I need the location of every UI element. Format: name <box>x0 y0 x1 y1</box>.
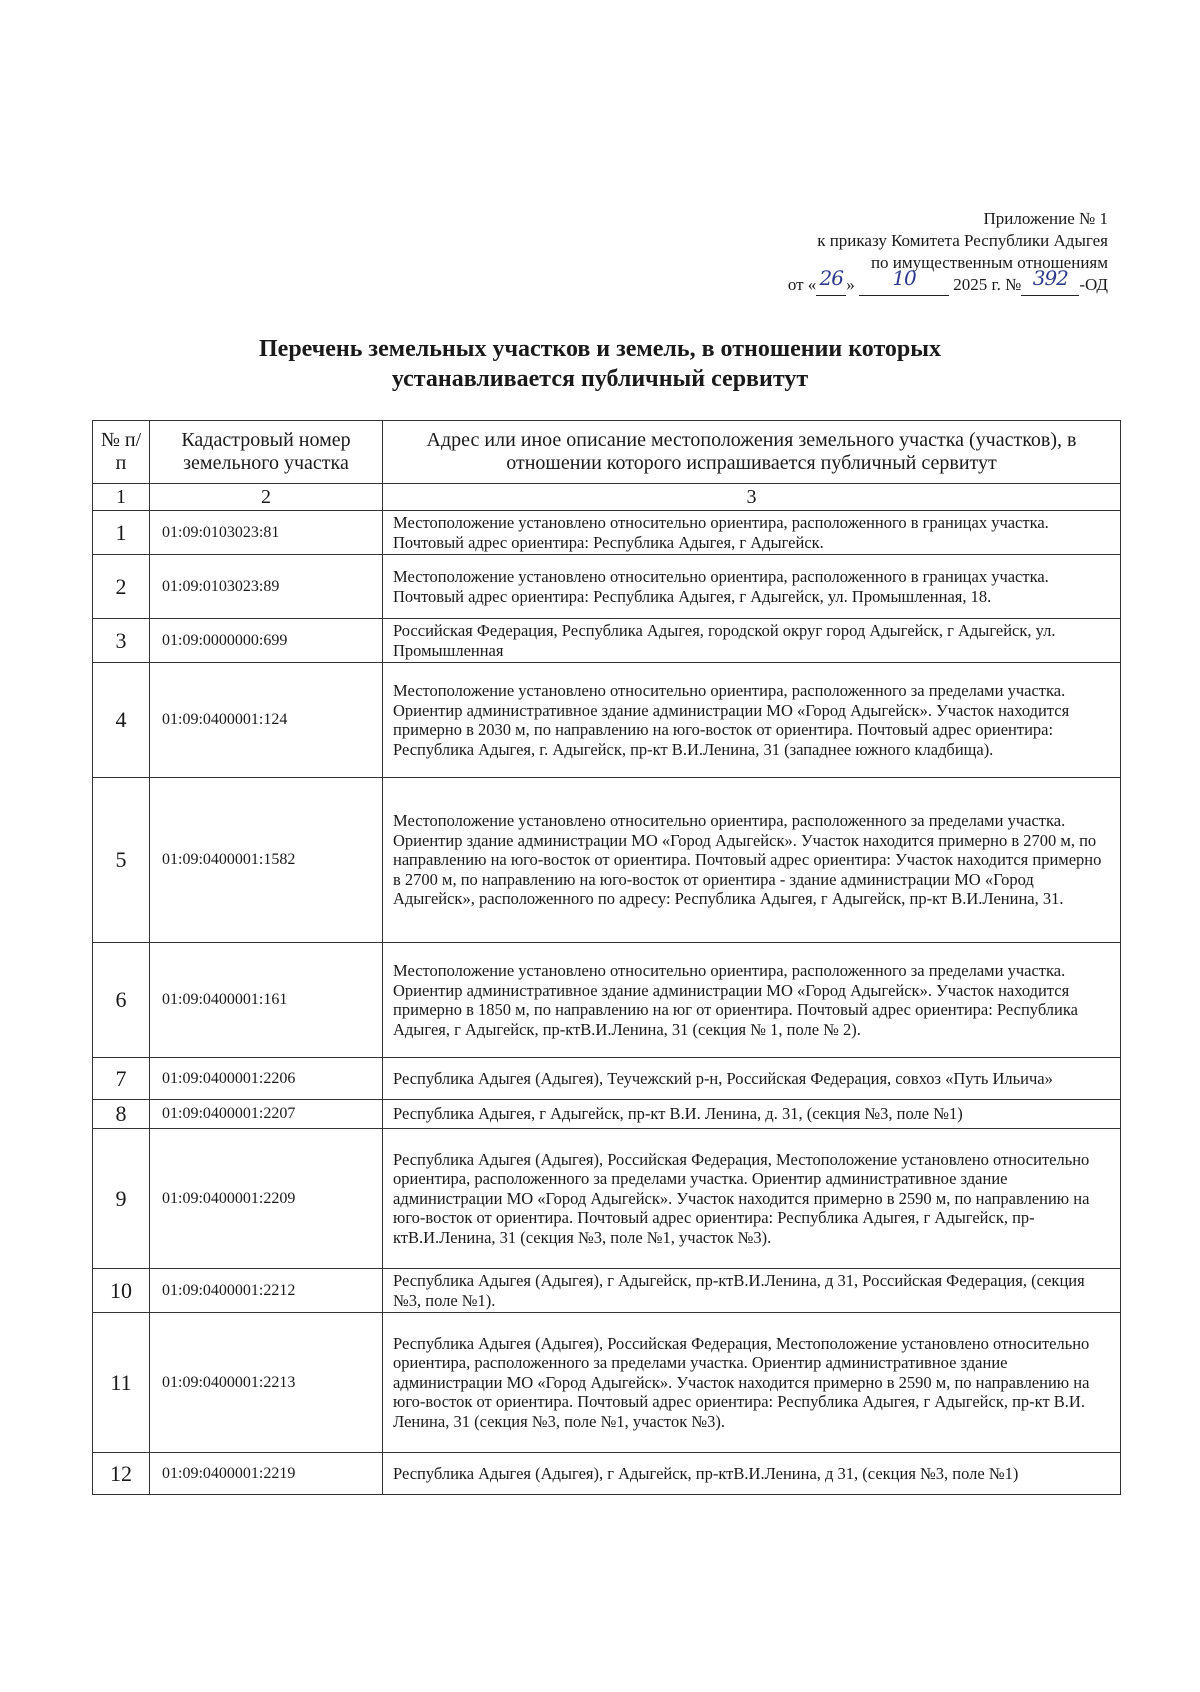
address-description: Местоположение установлено относительно ориентира, расположенного за пределами участка. Ориентир административное здание администрации МО «Город Адыгейск». Участок находится примерно в 2030 м, по направлению на юго-восток от ориентира. Почтовый адрес ориентира: Республика Адыгея, г. Адыгейск, пр-кт В.И.Ленина, 31 (западнее южного кладбища). <box>383 663 1121 778</box>
address-description: Республика Адыгея, г Адыгейск, пр-кт В.И. Ленина, д. 31, (секция №3, поле №1) <box>383 1100 1121 1129</box>
row-number: 10 <box>93 1269 150 1313</box>
row-number: 9 <box>93 1129 150 1269</box>
address-description: Местоположение установлено относительно ориентира, расположенного за пределами участка. Ориентир административное здание администрации МО «Город Адыгейск». Участок находится примерно в 1850 м, по направлению на юг от ориентира. Почтовый адрес ориентира: Республика Адыгея, г Адыгейск, пр-ктВ.И.Ленина, 31 (секция № 1, поле № 2). <box>383 943 1121 1058</box>
address-description: Республика Адыгея (Адыгея), Российская Федерация, Местоположение установлено относительно ориентира, расположенного за пределами участка. Ориентир административное здание администрации МО «Город Адыгейск». Участок находится примерно в 2590 м, по направлению на юго-восток от ориентира. Почтовый адрес ориентира: Республика Адыгея, г Адыгейск, пр-кт В.И. Ленина, 31 (секция №3, поле №1, участок №3). <box>383 1313 1121 1453</box>
table-row <box>93 511 1121 555</box>
table-row <box>93 619 1121 663</box>
cadastral-number: 01:09:0000000:699 <box>150 619 383 663</box>
row-number: 3 <box>93 619 150 663</box>
row-number: 4 <box>93 663 150 778</box>
column-number: 2 <box>150 484 383 511</box>
handwritten-month: 10 <box>892 266 916 290</box>
address-description: Республика Адыгея (Адыгея), г Адыгейск, пр-ктВ.И.Ленина, д 31, (секция №3, поле №1) <box>383 1453 1121 1495</box>
cadastral-number: 01:09:0400001:2213 <box>150 1313 383 1453</box>
column-number: 3 <box>383 484 1121 511</box>
table-row <box>93 1058 1121 1100</box>
cadastral-number: 01:09:0400001:2207 <box>150 1100 383 1129</box>
handwritten-order-number: 392 <box>1032 266 1068 290</box>
row-number: 8 <box>93 1100 150 1129</box>
cadastral-number: 01:09:0103023:89 <box>150 555 383 619</box>
number-blank <box>1021 266 1079 296</box>
title-line-2: устанавливается публичный сервитут <box>391 366 809 392</box>
table-row <box>93 1453 1121 1495</box>
table-row <box>93 663 1121 778</box>
address-description: Местоположение установлено относительно ориентира, расположенного за пределами участка. Ориентир здание администрации МО «Город Адыгейск». Участок находится примерно в 2700 м, по направлению на юго-восток от ориентира. Почтовый адрес ориентира: Участок находится примерно в 2700 м, по направлению на юго-восток от ориентира - здание администрации МО «Город Адыгейск», расположенного по адресу: Республика Адыгея, г Адыгейск, пр-кт В.И.Ленина, 31. <box>383 778 1121 943</box>
header-number: № п/п <box>93 421 150 484</box>
table-row <box>93 943 1121 1058</box>
address-description: Республика Адыгея (Адыгея), Теучежский р-н, Российская Федерация, совхоз «Путь Ильича» <box>383 1058 1121 1100</box>
cadastral-number: 01:09:0400001:2212 <box>150 1269 383 1313</box>
order-reference: к приказу Комитета Республики Адыгея <box>817 231 1108 250</box>
table-row <box>93 555 1121 619</box>
header-cadastral: Кадастровый номер земельного участка <box>150 421 383 484</box>
handwritten-day: 26 <box>819 266 843 290</box>
row-number: 6 <box>93 943 150 1058</box>
cadastral-number: 01:09:0400001:2219 <box>150 1453 383 1495</box>
cadastral-number: 01:09:0400001:124 <box>150 663 383 778</box>
address-description: Российская Федерация, Республика Адыгея, городской округ город Адыгейск, г Адыгейск, ул. Промышленная <box>383 619 1121 663</box>
appendix-number: Приложение № 1 <box>983 209 1108 228</box>
year-text: 2025 г. № <box>953 275 1022 294</box>
address-description: Местоположение установлено относительно ориентира, расположенного в границах участка. Почтовый адрес ориентира: Республика Адыгея, г Адыгейск. <box>383 511 1121 555</box>
column-number: 1 <box>93 484 150 511</box>
address-description: Республика Адыгея (Адыгея), г Адыгейск, пр-ктВ.И.Ленина, д 31, Российская Федерация, (секция №3, поле №1). <box>383 1269 1121 1313</box>
cadastral-number: 01:09:0400001:2206 <box>150 1058 383 1100</box>
row-number: 2 <box>93 555 150 619</box>
cadastral-number: 01:09:0400001:2209 <box>150 1129 383 1269</box>
row-number: 12 <box>93 1453 150 1495</box>
table-header-row <box>93 421 1121 484</box>
title-line-1: Перечень земельных участков и земель, в отношении которых <box>259 336 941 362</box>
address-description: Республика Адыгея (Адыгея), Российская Федерация, Местоположение установлено относительно ориентира, расположенного за пределами участка. Ориентир административное здание администрации МО «Город Адыгейск». Участок находится примерно в 2590 м, по направлению на юго-восток от ориентира. Почтовый адрес ориентира: Республика Адыгея, г Адыгейск, пр-ктВ.И.Ленина, 31 (секция №3, поле №1, участок №3). <box>383 1129 1121 1269</box>
table-row <box>93 1129 1121 1269</box>
day-blank <box>816 266 846 296</box>
cadastral-number: 01:09:0400001:1582 <box>150 778 383 943</box>
header-address: Адрес или иное описание местоположения земельного участка (участков), в отношении которого испрашивается публичный сервитут <box>383 421 1121 484</box>
table-row <box>93 778 1121 943</box>
date-quote-close: » <box>846 275 855 294</box>
row-number: 11 <box>93 1313 150 1453</box>
cadastral-number: 01:09:0103023:81 <box>150 511 383 555</box>
table-row <box>93 1100 1121 1129</box>
address-description: Местоположение установлено относительно ориентира, расположенного в границах участка. Почтовый адрес ориентира: Республика Адыгея, г Адыгейск, ул. Промышленная, 18. <box>383 555 1121 619</box>
document-title <box>0 334 1200 394</box>
appendix-header <box>788 208 1108 296</box>
date-prefix: от « <box>787 275 817 294</box>
row-number: 1 <box>93 511 150 555</box>
row-number: 5 <box>93 778 150 943</box>
order-date-line <box>787 266 1108 296</box>
cadastral-number: 01:09:0400001:161 <box>150 943 383 1058</box>
row-number: 7 <box>93 1058 150 1100</box>
month-blank <box>859 266 949 296</box>
committee-name: по имущественным отношениям <box>870 253 1108 272</box>
table-row <box>93 1313 1121 1453</box>
land-plots-table <box>92 420 1121 1495</box>
column-number-row <box>93 484 1121 511</box>
order-suffix: -ОД <box>1079 275 1108 294</box>
table-row <box>93 1269 1121 1313</box>
